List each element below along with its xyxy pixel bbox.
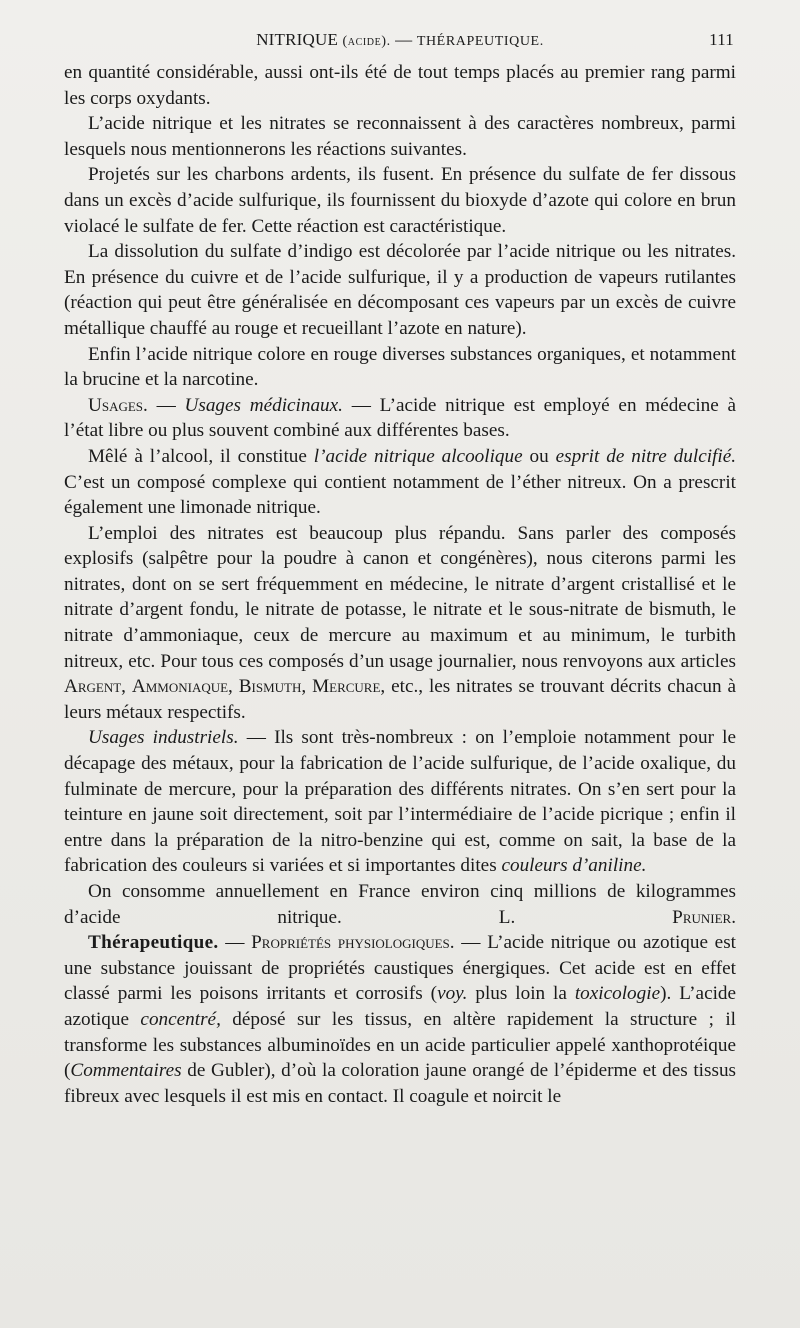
paragraph-nitrates (64, 521, 736, 726)
industriels-dash: — (246, 727, 266, 749)
consommation-text: On consomme annuellement en France environ cinq millions de kilogrammes d’acide nitrique. (64, 881, 736, 928)
ref-mercure: Mercure, (312, 676, 386, 698)
therapeutique-text-d: déposé sur les tissus, en altère rapidement la structure ; il transforme les substances albuminoïdes en un acide particulier appelé xanthoprotéique ( (64, 1008, 736, 1082)
usages-medicinaux: Usages médicinaux. (184, 394, 343, 416)
paragraph-alcool (64, 444, 736, 521)
paragraph-4: La dissolution du sulfate d’indigo est décolorée par l’acide nitrique ou les nitrates. En présence du cuivre et de l’acide sulfurique, il y a production de vapeurs rutilantes (réaction qui peut être généralisée en décomposant ces vapeurs par un excès de cuivre métallique chauffé au rouge et recueillant l’azote en nature). (64, 241, 736, 339)
running-header (64, 30, 736, 54)
body-text (64, 60, 736, 1109)
alcool-text-c: C’est un composé complexe qui contient notamment de l’éther nitreux. On a prescrit également une limonade nitrique. (64, 471, 736, 519)
therapeutique-text-e: de Gubler), d’où la coloration jaune orangé de l’épiderme et des tissus fibreux avec lesquels il est mis en contact. Il coagule et noircit le (64, 1060, 737, 1107)
header-title-dash: — (395, 30, 413, 49)
proprietes-physiologiques: Propriétés physiologiques. (251, 932, 455, 954)
header-title-main: NITRIQUE (256, 30, 339, 49)
therapeutique-dash-1: — (225, 932, 245, 954)
usages-text: L’acide nitrique est employé en médecine à l’état libre ou plus souvent combiné aux différentes bases. (64, 394, 737, 442)
paragraph-usages (64, 393, 736, 444)
nitrates-text-a: L’emploi des nitrates est beaucoup plus répandu. Sans parler des composés explosifs (salpêtre pour la poudre à canon et congénères), nous citerons parmi les nitrates, dont on se sert fréquemment en médecine, le nitrate d’argent cristallisé et le nitrate d’argent fondu, le nitrate de potasse, le nitrate et le sous-nitrate de bismuth, le nitrate d’ammoniaque, ceux de mercure au maximum et au minimum, le turbith nitreux, etc. Pour tous ces composés d’un usage journalier, nous renvoyons aux articles (64, 522, 736, 672)
therapeutique-italic-concentre: concentré, (140, 1008, 221, 1030)
alcool-text-b: ou (529, 445, 549, 467)
industriels-text-a: Ils sont très-nombreux : on l’emploie notamment pour le décapage des métaux, pour la fabrication de l’acide sulfurique, de l’acide oxalique, du fulminate de mercure, pour la préparation des différents nitrates. On s’en sert pour la teinture en jaune soit directement, soit par l’intermédiaire de l’acide picrique ; enfin il entre dans la préparation de la nitro-benzine qui est, comme on sait, la base de la fabrication des couleurs si variées et si importantes dites (64, 727, 736, 877)
header-title-section: THÉRAPEUTIQUE. (416, 34, 544, 49)
alcool-italic-1: l’acide nitrique alcoolique (313, 445, 523, 467)
alcool-italic-2: esprit de nitre dulcifié. (555, 445, 737, 467)
ref-ammoniaque: Ammoniaque, (131, 676, 233, 698)
alcool-text-a: Mêlé à l’alcool, il constitue (88, 445, 307, 467)
therapeutique-text-c: ). L’acide azotique (64, 983, 737, 1030)
industriels-label: Usages industriels. (88, 727, 239, 749)
industriels-italic-aniline: couleurs d’aniline. (501, 855, 647, 877)
usages-dash-2: — (351, 394, 371, 416)
header-title-paren: (acide). (342, 34, 391, 49)
author-signature: L. Prunier. (498, 906, 737, 928)
header-title (64, 30, 736, 50)
paragraph-3: Projetés sur les charbons ardents, ils fusent. En présence du sulfate de fer dissous dans un excès d’acide sulfurique, ils fournissent du bioxyde d’azote qui colore en brun violacé le sulfate de fer. Cette réaction est caractéristique. (64, 164, 736, 237)
usages-label: Usages. (88, 394, 148, 416)
paragraph-industriels (64, 725, 736, 879)
therapeutique-text-b: plus loin la (475, 983, 567, 1005)
ref-bismuth: Bismuth, (238, 676, 307, 698)
paragraph-1: en quantité considérable, aussi ont-ils été de tout temps placés au premier rang parmi les corps oxydants. (64, 62, 736, 109)
paragraph-5: Enfin l’acide nitrique colore en rouge diverses substances organiques, et notamment la brucine et la narcotine. (64, 343, 736, 391)
usages-dash-1: — (156, 394, 176, 416)
paragraph-therapeutique (64, 930, 736, 1109)
therapeutique-italic-commentaires: Commentaires (70, 1060, 182, 1082)
therapeutique-heading: Thérapeutique. (88, 932, 219, 954)
ref-argent: Argent, (64, 676, 126, 698)
therapeutique-dash-2: — (461, 932, 481, 954)
therapeutique-italic-voy: voy. (437, 983, 468, 1005)
paragraph-consommation (64, 879, 736, 930)
therapeutique-text-a: L’acide nitrique ou azotique est une substance jouissant de propriétés caustiques énergiques. Cet acide est en effet classé parmi les poisons irritants et corrosifs ( (64, 932, 736, 1005)
paragraph-2: L’acide nitrique et les nitrates se reconnaissent à des caractères nombreux, parmi lesquels nous mentionnerons les réactions suivantes. (64, 113, 736, 160)
therapeutique-italic-toxicologie: toxicologie (574, 983, 661, 1005)
page-number: 111 (709, 30, 734, 49)
nitrates-text-b: etc., les nitrates se trouvant décrits chacun à leurs métaux respectifs. (64, 676, 736, 723)
